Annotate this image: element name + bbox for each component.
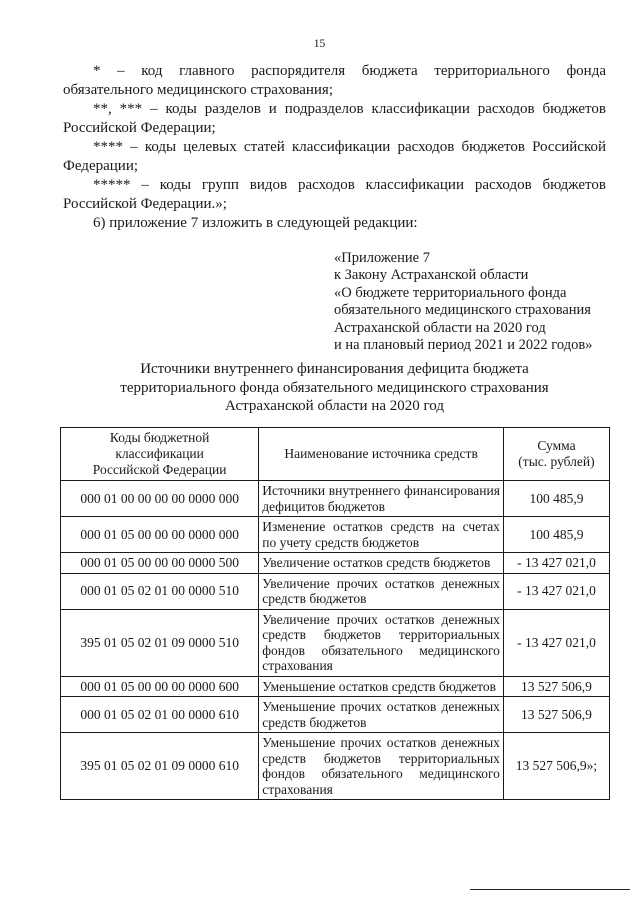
row-name: Уменьшение прочих остатков денежных средств бюджетов территориальных фондов обязательного медицинского страхования (259, 733, 504, 800)
table-row (61, 697, 610, 733)
funding-sources-table (60, 427, 610, 800)
appendix-line: к Закону Астраханской области (334, 267, 529, 284)
row-sum: - 13 427 021,0 (503, 573, 609, 609)
row-sum: 13 527 506,9 (503, 697, 609, 733)
table-row (61, 481, 610, 517)
table-title-line: Астраханской области на 2020 год (224, 398, 445, 414)
appendix-header (334, 250, 592, 354)
row-code: 000 01 05 02 01 00 0000 610 (61, 697, 259, 733)
footnote-4: ***** – коды групп видов расходов классификации расходов бюджетов Российской Федерации.»; (63, 177, 606, 212)
row-sum: 100 485,9 (503, 517, 609, 553)
row-code: 000 01 05 00 00 00 0000 000 (61, 517, 259, 553)
row-code: 000 01 05 00 00 00 0000 600 (61, 676, 259, 697)
appendix-line: обязательного медицинского страхования (334, 302, 591, 319)
row-name: Увеличение прочих остатков денежных средств бюджетов (259, 573, 504, 609)
header-code-line: классификации (115, 446, 204, 461)
appendix-line: и на плановый период 2021 и 2022 годов» (334, 337, 593, 354)
header-sum-line: (тыс. рублей) (518, 454, 595, 469)
header-code (61, 428, 259, 481)
row-sum: - 13 427 021,0 (503, 609, 609, 676)
row-sum: 13 527 506,9»; (503, 733, 609, 800)
header-sum (503, 428, 609, 481)
footnotes (63, 62, 606, 214)
row-sum: 13 527 506,9 (503, 676, 609, 697)
table-title-line: территориального фонда обязательного медицинского страхования (120, 379, 549, 396)
footnote-3: **** – коды целевых статей классификации расходов бюджетов Российской Федерации; (63, 139, 606, 174)
row-code: 000 01 05 00 00 00 0000 500 (61, 553, 259, 574)
appendix-line: Астраханской области на 2020 год (334, 319, 546, 336)
row-sum: 100 485,9 (503, 481, 609, 517)
appendix-line: «О бюджете территориального фонда (334, 284, 567, 301)
table-row (61, 609, 610, 676)
row-code: 395 01 05 02 01 09 0000 610 (61, 733, 259, 800)
row-name: Увеличение прочих остатков денежных средств бюджетов территориальных фондов обязательного медицинского страхования (259, 609, 504, 676)
table-row (61, 517, 610, 553)
row-name: Изменение остатков средств на счетах по учету средств бюджетов (259, 517, 504, 553)
table-header-row (61, 428, 610, 481)
row-sum: - 13 427 021,0 (503, 553, 609, 574)
footer-divider (470, 889, 630, 890)
header-name: Наименование источника средств (259, 428, 504, 481)
table-title-line: Источники внутреннего финансирования дефицита бюджета (140, 361, 529, 377)
amendment-instruction: 6) приложение 7 изложить в следующей редакции: (93, 215, 418, 231)
header-code-line: Коды бюджетной (109, 430, 210, 445)
row-code: 395 01 05 02 01 09 0000 510 (61, 609, 259, 676)
row-name: Источники внутреннего финансирования дефицитов бюджетов (259, 481, 504, 517)
appendix-line: «Приложение 7 (334, 250, 430, 266)
table-row (61, 733, 610, 800)
row-name: Уменьшение прочих остатков денежных средств бюджетов (259, 697, 504, 733)
header-sum-line: Сумма (537, 438, 576, 453)
table-row (61, 573, 610, 609)
footnote-2: **, *** – коды разделов и подразделов классификации расходов бюджетов Российской Федерации; (63, 101, 606, 136)
header-code-line: Российской Федерации (92, 462, 227, 477)
row-code: 000 01 00 00 00 00 0000 000 (61, 481, 259, 517)
row-name: Уменьшение остатков средств бюджетов (259, 676, 504, 697)
table-title (63, 360, 606, 416)
table-row (61, 553, 610, 574)
page-number: 15 (313, 38, 326, 50)
row-code: 000 01 05 02 01 00 0000 510 (61, 573, 259, 609)
footnote-1: * – код главного распорядителя бюджета территориального фонда обязательного медицинского страхования; (63, 63, 606, 98)
row-name: Увеличение остатков средств бюджетов (259, 553, 504, 574)
table-row (61, 676, 610, 697)
